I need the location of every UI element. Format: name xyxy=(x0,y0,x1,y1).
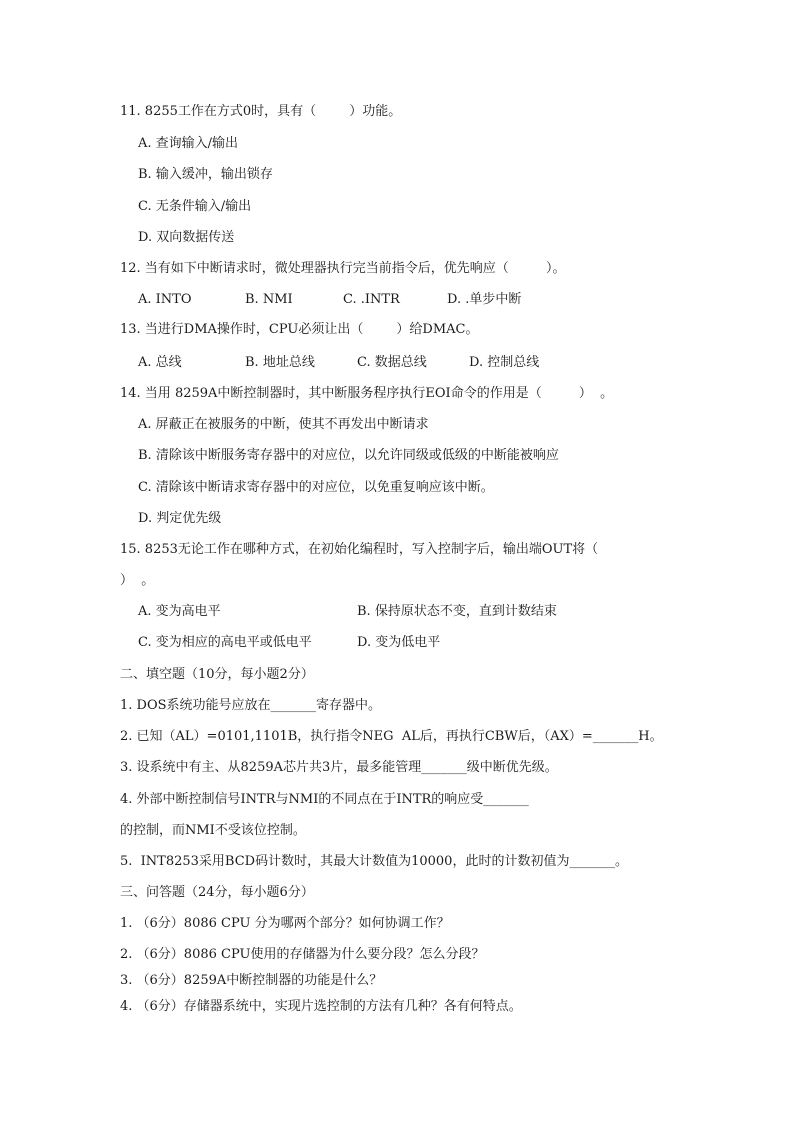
qa-item-1: 1. （6分）8086 CPU 分为哪两个部分？如何协调工作？ xyxy=(120,916,450,931)
question-15-option-b: B. 保持原状态不变，直到计数结束 xyxy=(357,604,557,619)
fill-in-item-4-continued: 的控制，而NMI不受该位控制。 xyxy=(120,823,306,838)
question-14-option-b: B. 清除该中断服务寄存器中的对应位，以允许同级或低级的中断能被响应 xyxy=(138,448,559,463)
question-14-option-c: C. 清除该中断请求寄存器中的对应位，以免重复响应该中断。 xyxy=(138,480,494,495)
question-12-option-c: C. .INTR xyxy=(343,292,400,307)
question-15-stem: 15. 8253无论工作在哪种方式，在初始化编程时，写入控制字后，输出端OUT将（ xyxy=(120,542,599,557)
question-14-option-a: A. 屏蔽正在被服务的中断，使其不再发出中断请求 xyxy=(138,417,429,432)
qa-item-3: 3. （6分）8259A中断控制器的功能是什么？ xyxy=(120,973,383,988)
question-15-option-d: D. 变为低电平 xyxy=(357,635,441,650)
fill-in-item-1: 1. DOS系统功能号应放在_______寄存器中。 xyxy=(120,698,382,713)
question-11-stem: 11. 8255工作在方式0时，具有（ ）功能。 xyxy=(120,104,402,119)
question-13-option-d: D. 控制总线 xyxy=(469,355,540,370)
question-12-option-d: D. .单步中断 xyxy=(447,292,522,307)
fill-in-item-5: 5. INT8253采用BCD码计数时，其最大计数值为10000，此时的计数初值为_______。 xyxy=(120,854,628,869)
question-14-option-d: D. 判定优先级 xyxy=(138,511,222,526)
question-14-stem: 14. 当用 8259A中断控制器时，其中断服务程序执行EOI命令的作用是（ ） 。 xyxy=(120,386,614,401)
question-11-option-b: B. 输入缓冲，输出锁存 xyxy=(138,167,273,182)
qa-item-2: 2. （6分）8086 CPU使用的存储器为什么要分段？怎么分段？ xyxy=(120,947,485,962)
question-15-option-a: A. 变为高电平 xyxy=(138,604,221,619)
question-13-option-a: A. 总线 xyxy=(138,355,182,370)
question-15-option-c: C. 变为相应的高电平或低电平 xyxy=(138,635,312,650)
question-13-stem: 13. 当进行DMA操作时，CPU必须让出（ ）给DMAC。 xyxy=(120,322,479,337)
fill-in-section-heading: 二、填空题（10分，每小题2分） xyxy=(120,667,314,682)
fill-in-item-2: 2. 已知（AL）=0101,1101B，执行指令NEG AL后，再执行CBW后，（AX）=_______H。 xyxy=(120,729,663,744)
question-12-option-b: B. NMI xyxy=(245,292,293,307)
question-11-option-a: A. 查询输入/输出 xyxy=(138,136,239,151)
question-11-option-c: C. 无条件输入/输出 xyxy=(138,199,252,214)
question-12-stem: 12. 当有如下中断请求时，微处理器执行完当前指令后，优先响应（ ）。 xyxy=(120,261,566,276)
fill-in-item-4: 4. 外部中断控制信号INTR与NMI的不同点在于INTR的响应受_______ xyxy=(120,792,529,807)
fill-in-item-3: 3. 设系统中有主、从8259A芯片共3片，最多能管理_______级中断优先级。 xyxy=(120,760,558,775)
question-13-option-b: B. 地址总线 xyxy=(245,355,315,370)
qa-item-4: 4. （6分）存储器系统中，实现片选控制的方法有几种？各有何特点。 xyxy=(120,999,522,1014)
question-12-option-a: A. INTO xyxy=(138,292,192,307)
qa-section-heading: 三、问答题（24分，每小题6分） xyxy=(120,885,314,900)
question-15-stem-continued: ） 。 xyxy=(120,573,155,588)
question-13-option-c: C. 数据总线 xyxy=(357,355,427,370)
question-11-option-d: D. 双向数据传送 xyxy=(138,230,235,245)
